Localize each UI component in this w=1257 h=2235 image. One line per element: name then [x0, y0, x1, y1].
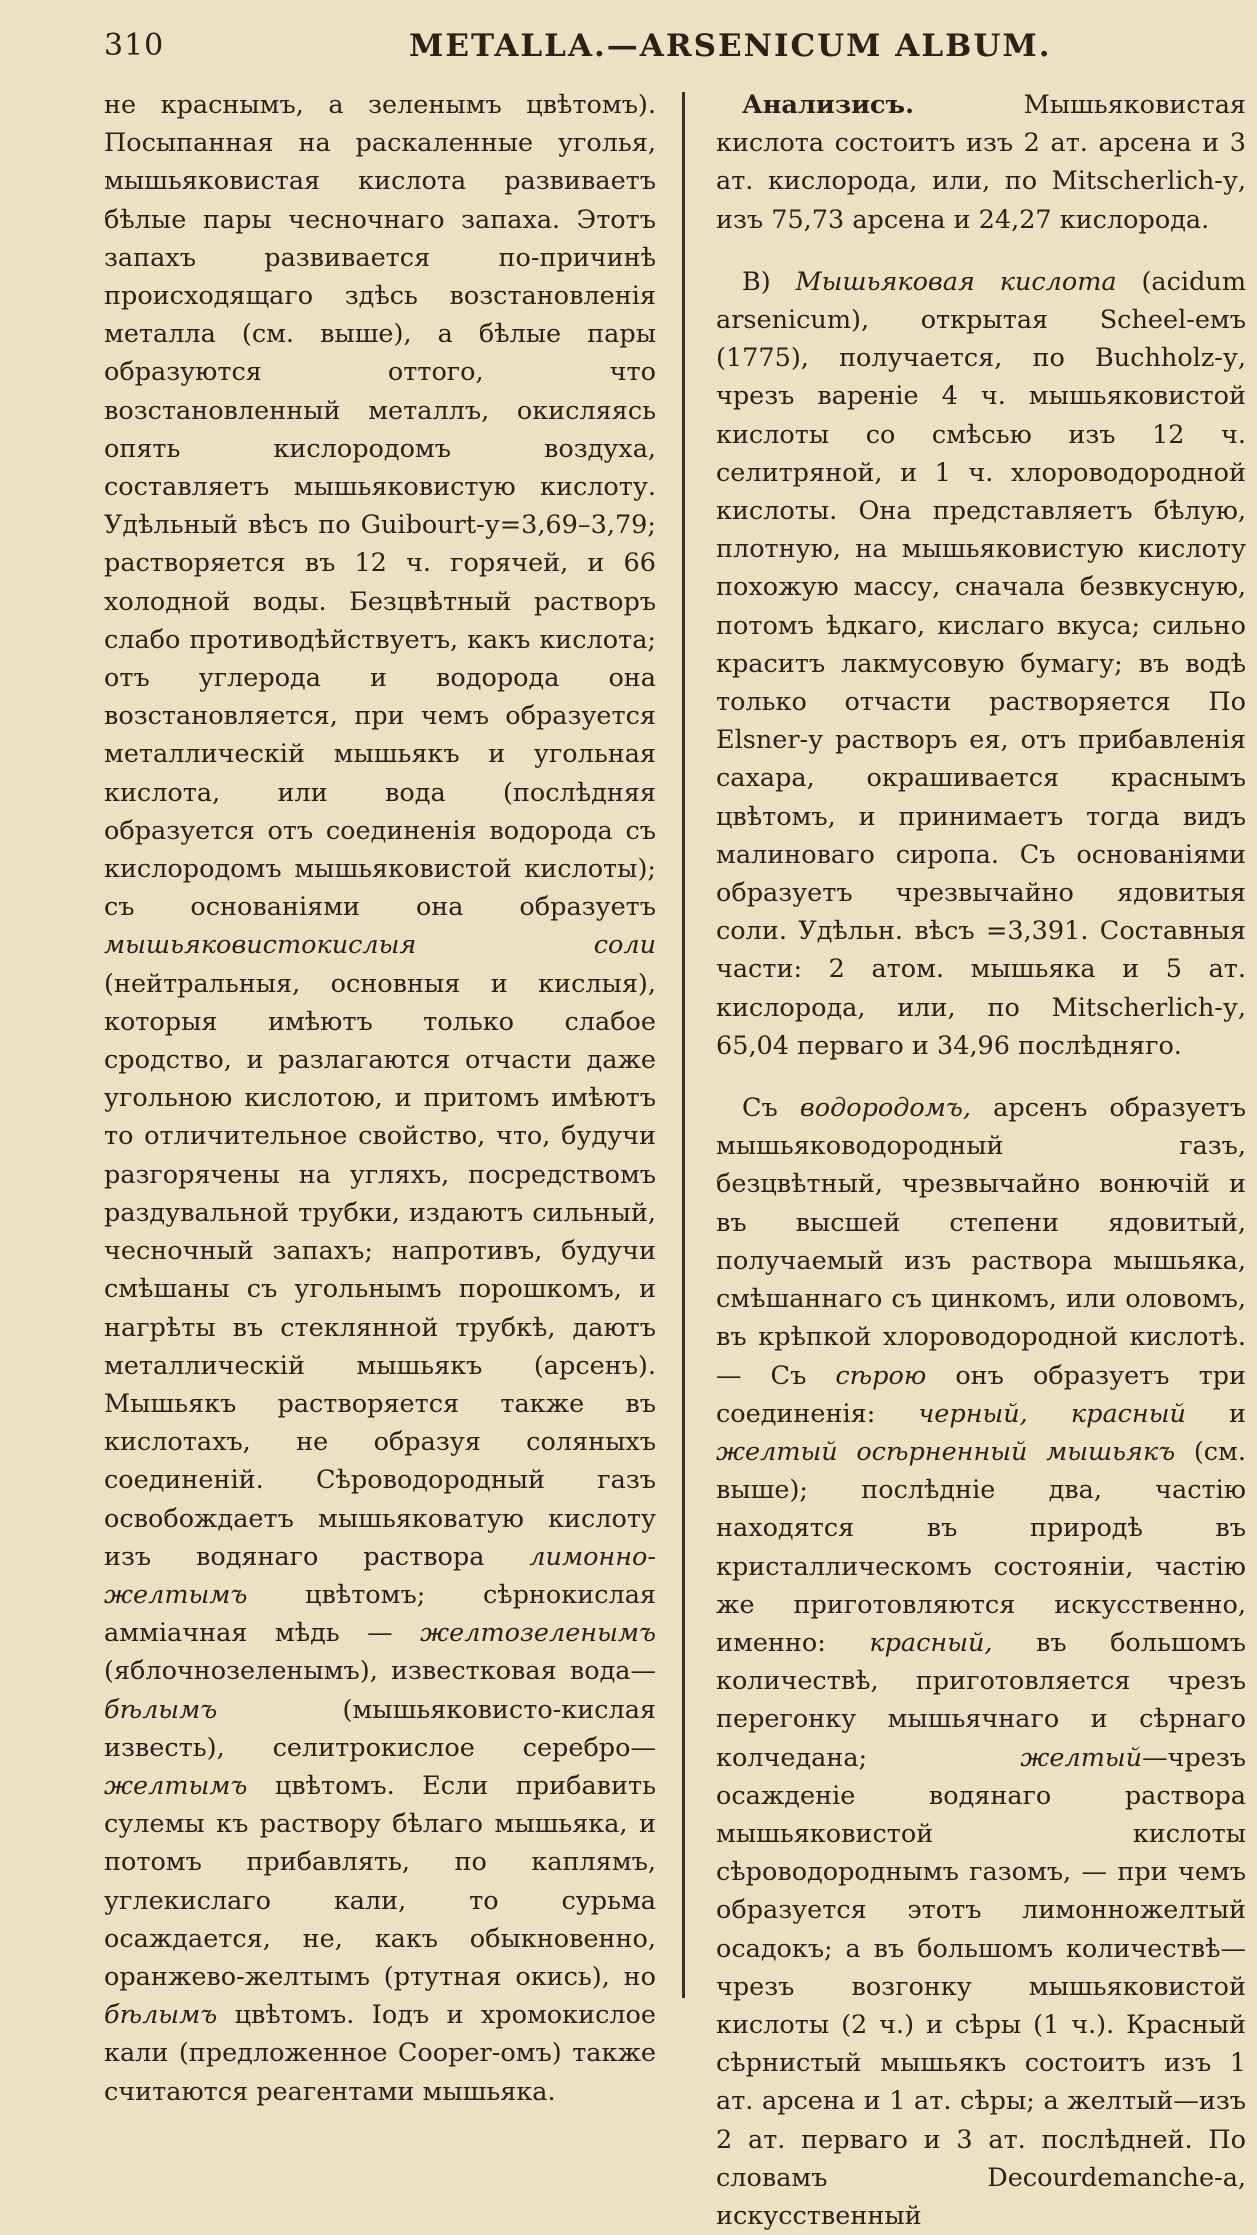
text-run: Мышьяковистая кислота состоитъ изъ 2 ат. арсена и 3 ат. кислорода, или, по Mitscherlich-у, изъ 75,73 арсена и 24,27 кислорода. [716, 90, 1246, 235]
text-run: (см. выше); послѣдніе два, частію находятся въ природѣ въ кристаллическомъ состояніи, частію же приготовляются искусственно, именно: [716, 1436, 1246, 1658]
text-run: (нейтральныя, основныя и кислыя), которыя имѣютъ только слабое сродство, и разлагаются отчасти даже угольною кислотою, и притомъ имѣютъ то отличительное свойство, что, будучи разгорячены на угляхъ, посредствомъ раздувальной трубки, издаютъ сильный, чесночный запахъ; напротивъ, будучи смѣшаны съ угольнымъ порошкомъ, и нагрѣты въ стеклянной трубкѣ, даютъ металлическій мышьякъ (арсенъ). Мышьякъ растворяется также въ кислотахъ, не образуя соляныхъ соединеній. Сѣроводородный газъ освобождаетъ мышьяковатую кислоту изъ водянаго раствора [104, 968, 656, 1572]
text-run: (мышьяковисто-кислая известь), селитрокислое серебро— [104, 1694, 656, 1763]
italic-term: красный [1070, 1398, 1186, 1429]
text-run: онъ образуетъ три соединенія: [716, 1360, 1246, 1429]
italic-term: Мышьяковая кислота [795, 266, 1117, 297]
page-number: 310 [104, 28, 165, 63]
running-title: METALLA.—ARSENICUM ALBUM. [409, 28, 1052, 64]
left-paragraph-1 [104, 86, 656, 2111]
italic-term: водородомъ, [799, 1093, 972, 1124]
text-run: арсенъ образуетъ мышьяководородный газъ, безцвѣтный, чрезвычайно вонючій и въ высшей степени ядовитый, получаемый изъ раствора мышьяка, смѣшаннаго съ цинкомъ, или оловомъ, въ крѣпкой хлороводородной кислотѣ. — Съ [716, 1093, 1246, 1391]
italic-term: черный, [918, 1398, 1028, 1429]
italic-term: желтый осѣрненный мышьякъ [716, 1436, 1176, 1467]
italic-term: красный, [869, 1627, 993, 1658]
text-run: и [1185, 1398, 1246, 1429]
section-lead: Анализисъ. [742, 90, 915, 120]
text-run: цвѣтомъ. Если прибавить сулемы къ раствору бѣлаго мышьяка, и потомъ прибавлять, по каплямъ, углекислаго кали, то сурьма осаждается, не, какъ обыкновенно, оранжево-желтымъ (ртутная окись), но [104, 1770, 656, 1992]
italic-term: сѣрою [835, 1360, 927, 1391]
text-run: въ большомъ количествѣ, приготовляется чрезъ перегонку мышьячнаго и сѣрнаго колчедана; [716, 1627, 1246, 1773]
text-run: цвѣтомъ; сѣрнокислая аммiачная мѣдь — [104, 1579, 656, 1649]
right-paragraph-arsenic-acid [716, 263, 1246, 1065]
text-run: Съ [742, 1093, 800, 1124]
italic-term: лимонно-желтымъ [104, 1541, 656, 1610]
text-run: (яблочнозеленымъ), известковая вода— [104, 1656, 656, 1687]
italic-term: бѣлымъ [104, 1694, 218, 1725]
italic-term: бѣлымъ [104, 2000, 218, 2031]
column-divider [682, 92, 685, 1998]
right-column [716, 86, 1246, 2231]
left-column [104, 86, 656, 2107]
page-header [104, 22, 1244, 66]
text-run: не краснымъ, а зеленымъ цвѣтомъ). Посыпанная на раскаленные уголья, мышьяковистая кислота развиваетъ бѣлые пары чесночнаго запаха. Этотъ запахъ развивается по-причинѣ происходящаго здѣсь возстановленія металла (см. выше), а бѣлые пары образуются оттого, что возстановленный металлъ, окисляясь опять кислородомъ воздуха, составляетъ мышьяковистую кислоту. Удѣльный вѣсъ по Guibourt-у=3,69–3,79; растворяется въ 12 ч. горячей, и 66 холодной воды. Безцвѣтный растворъ слабо противодѣйствуетъ, какъ кислота; отъ углерода и водорода она возстановляется, при чемъ образуется металлическій мышьякъ и угольная кислота, или вода (послѣдняя образуется отъ соединенія водорода съ кислородомъ мышьяковистой кислоты); съ основаніями она образуетъ [104, 90, 656, 923]
italic-term: желтымъ [104, 1770, 248, 1801]
text-run: (acidum arsenicum), открытая Scheel-емъ (1775), получается, по Buchholz-у, чрезъ вареніе 4 ч. мышьяковистой кислоты со смѣсью изъ 12 ч. селитряной, и 1 ч. хлороводородной кислоты. Она представляетъ бѣлую, плотную, на мышьяковистую кислоту похожую массу, сначала безвкусную, потомъ ѣдкаго, кислаго вкуса; сильно краситъ лакмусовую бумагу; въ водѣ только отчасти растворяется По Elsner-у растворъ ея, отъ прибавленія сахара, окрашивается краснымъ цвѣтомъ, и принимаетъ тогда видъ малиноваго сиропа. Съ основаніями образуетъ чрезвычайно ядовитыя соли. Удѣльн. вѣсъ =3,391. Составныя части: 2 атом. мышьяка и 5 ат. кислорода, или, по Mitscherlich-у, 65,04 перваго и 34,96 послѣдняго. [716, 266, 1246, 1061]
italic-term: желтый [1020, 1742, 1143, 1773]
right-paragraph-hydrogen [716, 1089, 1246, 2235]
right-paragraph-analysis [716, 86, 1246, 239]
italic-term: мышьяковистокислыя соли [104, 930, 656, 961]
italic-term: желтозеленымъ [420, 1618, 656, 1649]
text-run: цвѣтомъ. Іодъ и хромокислое кали (предложенное Cooper-омъ) также считаются реагентами мышьяка. [104, 2000, 656, 2107]
text-run: B) [742, 266, 796, 297]
text-run: —чрезъ осажденіе водянаго раствора мышьяковистой кислоты сѣроводороднымъ газомъ, — при чемъ образуется этотъ лимонножелтый осадокъ; а въ большомъ количествѣ—чрезъ возгонку мышьяковистой кислоты (2 ч.) и сѣры (1 ч.). Красный сѣрнистый мышьякъ состоитъ изъ 1 ат. арсена и 1 ат. сѣры; а желтый—изъ 2 ат. перваго и 3 ат. послѣдней. По словамъ Decourdemanche-а, искусственный [716, 1742, 1246, 2231]
